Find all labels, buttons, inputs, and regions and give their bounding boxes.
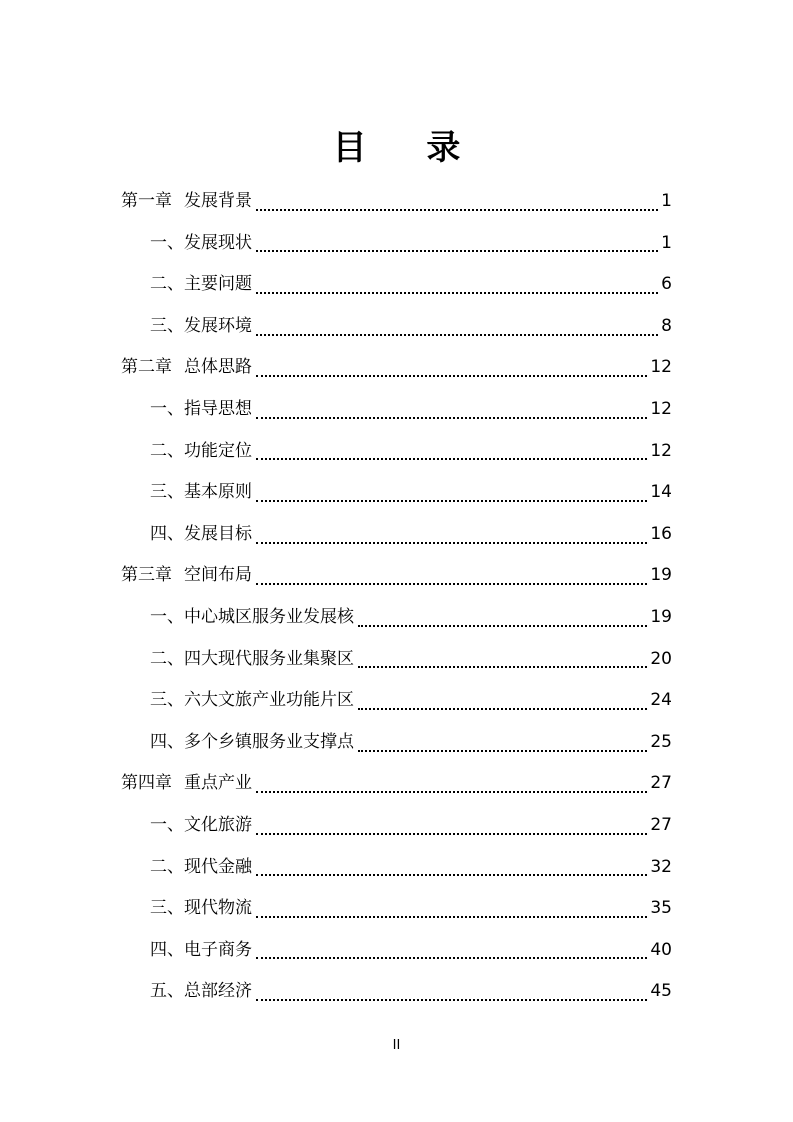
toc-entry-text: 重点产业 xyxy=(184,773,252,794)
toc-section-entry[interactable] xyxy=(0,264,793,306)
toc-section-entry[interactable] xyxy=(0,472,793,514)
toc-entry-text: 一、文化旅游 xyxy=(150,814,252,835)
toc-entry-text: 三、现代物流 xyxy=(150,898,252,919)
toc-entry-label xyxy=(150,805,252,847)
toc-entry-text: 一、中心城区服务业发展核 xyxy=(150,606,354,627)
dot-leader xyxy=(256,458,647,460)
toc-entry-text: 四、电子商务 xyxy=(150,939,252,960)
toc-section-entry[interactable] xyxy=(0,597,793,639)
toc-page-number: 1 xyxy=(661,232,672,253)
toc-chapter-entry[interactable] xyxy=(0,763,793,805)
toc-page-number: 27 xyxy=(650,773,672,794)
toc-page-number: 35 xyxy=(650,898,672,919)
toc-chapter-entry[interactable] xyxy=(0,347,793,389)
toc-entry-text: 二、现代金融 xyxy=(150,856,252,877)
toc-page-number: 12 xyxy=(650,398,672,419)
toc-entry-text: 二、主要问题 xyxy=(150,274,252,295)
toc-entry-label xyxy=(150,930,252,972)
toc-entry-label xyxy=(150,306,252,348)
toc-section-entry[interactable] xyxy=(0,306,793,348)
table-of-contents xyxy=(0,181,793,1013)
toc-section-entry[interactable] xyxy=(0,805,793,847)
toc-page-number: 45 xyxy=(650,981,672,1002)
toc-page-number: 25 xyxy=(650,731,672,752)
toc-page-number: 27 xyxy=(650,814,672,835)
dot-leader xyxy=(358,708,647,710)
toc-page-number: 6 xyxy=(661,274,672,295)
toc-entry-label xyxy=(121,763,252,805)
dot-leader xyxy=(256,833,647,835)
toc-entry-text: 一、指导思想 xyxy=(150,398,252,419)
toc-entry-label xyxy=(150,847,252,889)
toc-page-number: 40 xyxy=(650,939,672,960)
toc-page-number: 8 xyxy=(661,315,672,336)
dot-leader xyxy=(256,916,647,918)
dot-leader xyxy=(256,791,647,793)
toc-entry-label xyxy=(150,264,252,306)
chapter-number: 第三章 xyxy=(121,565,172,586)
toc-entry-text: 三、六大文旅产业功能片区 xyxy=(150,690,354,711)
dot-leader xyxy=(256,542,647,544)
toc-section-entry[interactable] xyxy=(0,680,793,722)
dot-leader xyxy=(256,417,647,419)
toc-entry-label xyxy=(121,555,252,597)
toc-entry-text: 三、基本原则 xyxy=(150,482,252,503)
toc-section-entry[interactable] xyxy=(0,971,793,1013)
chapter-number: 第二章 xyxy=(121,357,172,378)
toc-entry-label xyxy=(150,514,252,556)
toc-page-number: 24 xyxy=(650,690,672,711)
toc-entry-label xyxy=(150,680,354,722)
toc-section-entry[interactable] xyxy=(0,431,793,473)
dot-leader xyxy=(256,292,658,294)
toc-section-entry[interactable] xyxy=(0,514,793,556)
toc-entry-label xyxy=(150,223,252,265)
toc-entry-label xyxy=(150,431,252,473)
toc-entry-label xyxy=(150,597,354,639)
toc-entry-label xyxy=(150,639,354,681)
toc-entry-text: 四、多个乡镇服务业支撑点 xyxy=(150,731,354,752)
toc-page-number: 14 xyxy=(650,482,672,503)
toc-entry-text: 二、四大现代服务业集聚区 xyxy=(150,648,354,669)
toc-chapter-entry[interactable] xyxy=(0,555,793,597)
dot-leader xyxy=(358,666,647,668)
dot-leader xyxy=(256,334,658,336)
toc-entry-text: 五、总部经济 xyxy=(150,981,252,1002)
toc-page-number: 20 xyxy=(650,648,672,669)
toc-chapter-entry[interactable] xyxy=(0,181,793,223)
page-number: II xyxy=(392,1038,401,1053)
toc-page-number: 1 xyxy=(661,191,672,211)
toc-page-number: 16 xyxy=(650,523,672,544)
chapter-number: 第一章 xyxy=(121,191,172,211)
toc-entry-label xyxy=(121,181,252,223)
dot-leader xyxy=(256,375,647,377)
toc-page-number: 12 xyxy=(650,357,672,378)
toc-page-number: 32 xyxy=(650,856,672,877)
toc-page-number: 19 xyxy=(650,565,672,586)
toc-entry-text: 三、发展环境 xyxy=(150,315,252,336)
toc-entry-text: 一、发展现状 xyxy=(150,232,252,253)
toc-entry-label xyxy=(150,472,252,514)
dot-leader xyxy=(358,625,647,627)
toc-entry-label xyxy=(150,971,252,1013)
dot-leader xyxy=(256,500,647,502)
toc-entry-text: 二、功能定位 xyxy=(150,440,252,461)
toc-entry-text: 发展背景 xyxy=(184,191,252,211)
toc-page-number: 19 xyxy=(650,606,672,627)
toc-entry-text: 总体思路 xyxy=(184,357,252,378)
dot-leader xyxy=(256,250,658,252)
toc-entry-text: 四、发展目标 xyxy=(150,523,252,544)
toc-section-entry[interactable] xyxy=(0,223,793,265)
toc-section-entry[interactable] xyxy=(0,389,793,431)
dot-leader xyxy=(256,999,647,1001)
toc-section-entry[interactable] xyxy=(0,888,793,930)
toc-entry-label xyxy=(150,722,354,764)
toc-section-entry[interactable] xyxy=(0,847,793,889)
dot-leader xyxy=(256,583,647,585)
toc-page-number: 12 xyxy=(650,440,672,461)
toc-entry-label xyxy=(121,347,252,389)
dot-leader xyxy=(256,209,658,211)
toc-entry-text: 空间布局 xyxy=(184,565,252,586)
toc-section-entry[interactable] xyxy=(0,930,793,972)
dot-leader xyxy=(256,874,647,876)
toc-title: 目 录 xyxy=(332,128,485,168)
toc-entry-label xyxy=(150,888,252,930)
chapter-number: 第四章 xyxy=(121,773,172,794)
toc-section-entry[interactable] xyxy=(0,722,793,764)
dot-leader xyxy=(358,750,647,752)
toc-section-entry[interactable] xyxy=(0,639,793,681)
toc-entry-label xyxy=(150,389,252,431)
dot-leader xyxy=(256,957,647,959)
